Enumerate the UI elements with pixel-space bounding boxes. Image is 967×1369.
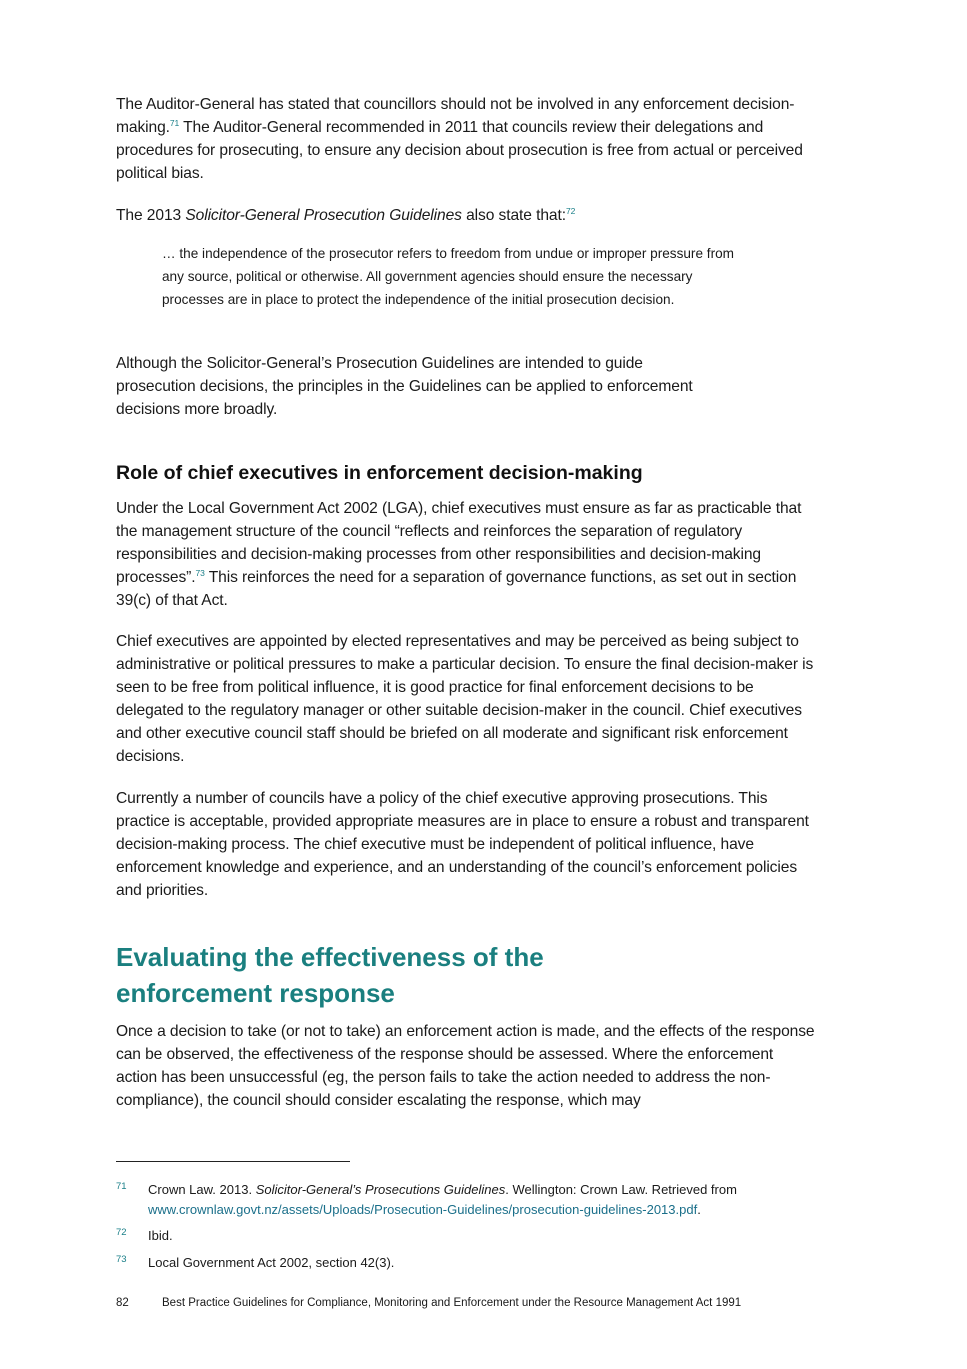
subheading-chief-executives: Role of chief executives in enforcement decision-making (116, 462, 643, 484)
block-quote: … the independence of the prosecutor refers to freedom from undue or improper pressure from any source, political or otherwise. All government agencies should ensure the necessary processes are in place to protect the independence of the initial prosecution decision. (162, 246, 734, 307)
footnote-ref-71[interactable]: 71 (169, 117, 180, 128)
footnote-number: 71 (116, 1181, 127, 1192)
footer-title: Best Practice Guidelines for Compliance, Monitoring and Enforcement under the Resource Management Act 1991 (162, 1297, 742, 1309)
footnote-72: 72 Ibid. (116, 1226, 816, 1246)
paragraph-guidelines-scope: Although the Solicitor-General’s Prosecution Guidelines are intended to guide prosecution decisions, the principles in the Guidelines can be applied to enforcement decisions more broadly. (116, 355, 693, 418)
paragraph-chief-executives-appointed: Chief executives are appointed by elected representatives and may be perceived as being subject to administrative or political pressures to make a particular decision. To ensure the final decision-maker is seen to be free from political influence, it is good practice for final enforcement decisions to be delegated to the regulatory manager or other suitable decision-maker in the council. Chief executives and other executive council staff should be briefed on all moderate and significant risk enforcement decisions. (116, 633, 814, 765)
paragraph-councils-policy: Currently a number of councils have a policy of the chief executive approving prosecutions. This practice is acceptable, provided appropriate measures are in place to ensure a robust and transparent decision-making process. The chief executive must be independent of political influence, have enforcement knowledge and experience, and an understanding of the council’s enforcement policies and priorities. (116, 790, 809, 899)
paragraph-guidelines-intro: The 2013 Solicitor-General Prosecution Guidelines also state that:$^{72}$ (116, 205, 576, 224)
footnote-73: 73 Local Government Act 2002, section 42(3). (116, 1253, 816, 1273)
paragraph-lga: Under the Local Government Act 2002 (LGA), chief executives must ensure as far as practicable that the management structure of the council “reflects and reinforces the separation of regulatory responsibilities and decision-making processes from other responsibilities and decision-making processes”.$^{73}$ This reinforces the need for a separation of governance functions, as set out in section 39(c) of that Act. (116, 500, 802, 609)
paragraph-effectiveness: Once a decision to take (or not to take) an enforcement action is made, and the effects of the response can be observed, the effectiveness of the response should be assessed. Where the enforcement action has been unsuccessful (eg, the person fails to take the action needed to address the non-compliance), the council should consider escalating the response, which may (116, 1023, 815, 1109)
footnote-separator (116, 1161, 350, 1162)
page-footer (116, 1297, 741, 1309)
crownlaw-link[interactable]: www.crownlaw.govt.nz/assets/Uploads/Prosecution-Guidelines/prosecution-guidelines-2013.pdf (148, 1202, 698, 1217)
paragraph-auditor-general: The Auditor-General has stated that councillors should not be involved in any enforcement decision-making.$^{71}$ The Auditor-General recommended in 2011 that councils review their delegations and procedures for prosecuting, to ensure any decision about prosecution is free from actual or perceived political bias. (116, 96, 803, 182)
section-heading-evaluating: Evaluating the effectiveness of the enforcement response (116, 942, 544, 1008)
footnote-ref-72[interactable]: 72 (565, 205, 576, 216)
page-number: 82 (116, 1297, 129, 1309)
footnote-71: 71 Crown Law. 2013. Solicitor-General’s Prosecutions Guidelines. Wellington: Crown Law. Retrieved from www.crownlaw.govt.nz/assets/Uploads/Prosecution-Guidelines/prosecution-guidelines-2013.pdf. (116, 1180, 816, 1220)
footnote-number: 73 (116, 1254, 127, 1265)
footnote-ref-73[interactable]: 73 (195, 567, 205, 578)
footnote-number: 72 (116, 1227, 127, 1238)
